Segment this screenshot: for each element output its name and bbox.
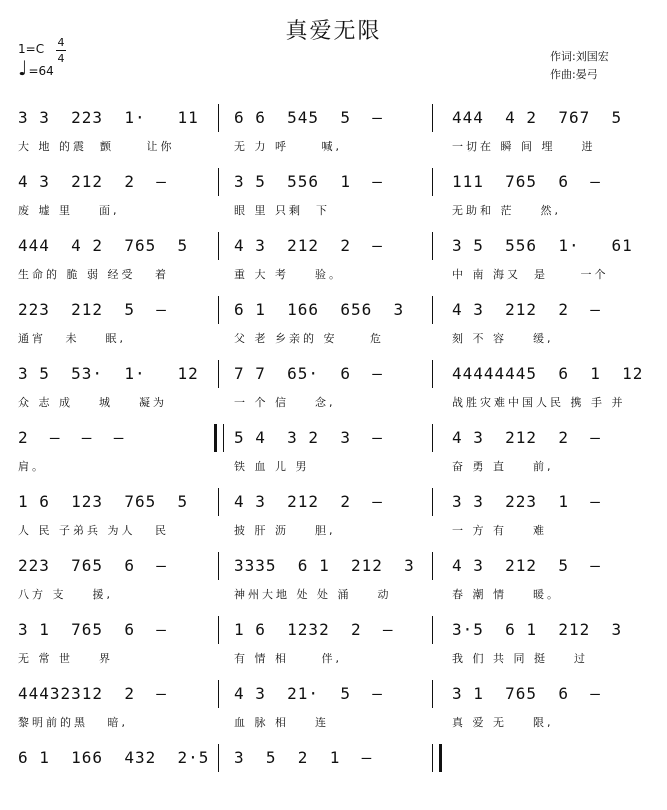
measure-lyrics: 无 力 呼 喊, [234,140,342,153]
measure-notes: 4 3 212 5 – [452,556,601,575]
lyrics-line [0,458,667,474]
score-row [0,236,667,298]
song-title: 真爱无限 [285,19,382,44]
measure-notes: 4 3 21· 5 – [234,684,383,703]
measure-lyrics: 奋 勇 直 前, [452,460,554,473]
measure-notes: 3 5 53· 1· 12 [18,364,199,383]
measure-notes: 1 6 1232 2 – [234,620,394,639]
barline [218,488,219,516]
tempo-marking [18,58,54,78]
measure-notes: 3 5 2 1 – [234,748,373,767]
measure-lyrics: 一 个 信 念, [234,396,336,409]
score-row [0,172,667,234]
barline [432,168,433,196]
time-sig-top: 4 [57,36,65,49]
measure-lyrics: 一切在 瞬 间 埋 进 [452,140,596,153]
barline [218,296,219,324]
measure-lyrics: 刻 不 容 缓, [452,332,554,345]
lyrics-line [0,650,667,666]
measure-notes: 3 1 765 6 – [18,620,167,639]
notes-line [0,236,667,262]
barline [218,680,219,708]
measure-lyrics: 春 潮 情 暖。 [452,588,561,601]
composer: 作曲:晏弓 [550,68,598,81]
score-row [0,620,667,682]
score-row [0,428,667,490]
measure-notes: 3 5 556 1 – [234,172,383,191]
measure-lyrics: 无 常 世 界 [18,652,113,665]
barline [432,104,433,132]
notes-line [0,428,667,454]
measure-notes: 4 3 212 2 – [234,492,383,511]
lyrics-line [0,522,667,538]
time-signature [56,36,66,65]
measure-notes: 1 6 123 765 5 [18,492,189,511]
measure-lyrics: 八方 支 援, [18,588,113,601]
notes-line [0,748,667,774]
notes-line [0,364,667,390]
measure-notes: 223 765 6 – [18,556,167,575]
measure-notes: 2 – – – [18,428,125,447]
measure-lyrics: 一 方 有 难 [452,524,547,537]
barline [218,744,219,772]
measure-lyrics: 神州大地 处 处 涌 动 [234,588,392,601]
measure-notes: 4 3 212 2 – [234,236,383,255]
lyrics-line [0,394,667,410]
barline [432,360,433,388]
measure-notes: 6 1 166 432 2·5 [18,748,210,767]
barline [432,296,433,324]
lyrics-line [0,138,667,154]
measure-notes: 6 6 545 5 – [234,108,383,127]
barline [432,616,433,644]
measure-lyrics: 战胜灾难中国人民 携 手 并 [452,396,626,409]
tempo-value: =64 [28,64,54,78]
lyrics-line [0,714,667,730]
lyrics-line [0,586,667,602]
notes-line [0,492,667,518]
measure-notes: 444 4 2 765 5 [18,236,189,255]
measure-notes: 3 5 556 1· 61 [452,236,633,255]
measure-lyrics: 中 南 海又 是 一个 [452,268,609,281]
measure-lyrics: 披 肝 沥 胆, [234,524,336,537]
score-row [0,300,667,362]
score-row [0,556,667,618]
barline [432,552,433,580]
time-sig-line [56,50,66,51]
measure-notes: 6 1 166 656 3 [234,300,405,319]
measure-notes: 4 3 212 2 – [452,300,601,319]
measure-lyrics: 肩。 [18,460,46,473]
score-row [0,684,667,746]
measure-notes: 4 3 212 2 – [452,428,601,447]
repeat-start-barline [214,424,224,452]
measure-notes: 444 4 2 767 5 [452,108,623,127]
barline [432,232,433,260]
barline [432,424,433,452]
measure-lyrics: 大 地 的震 颤 让你 [18,140,175,153]
measure-notes: 3·5 6 1 212 3 [452,620,623,639]
measure-lyrics: 废 墟 里 面, [18,204,120,217]
key-signature: 1=C [18,42,45,56]
barline [218,552,219,580]
measure-lyrics: 重 大 考 验。 [234,268,343,281]
barline [218,232,219,260]
measure-notes: 44432312 2 – [18,684,167,703]
measure-lyrics: 生命的 脆 弱 经受 着 [18,268,169,281]
measure-notes: 4 3 212 2 – [18,172,167,191]
score-row [0,108,667,170]
barline [218,104,219,132]
measure-notes: 111 765 6 – [452,172,601,191]
repeat-end-barline [432,744,442,772]
measure-notes: 44444445 6 1 12 [452,364,644,383]
measure-notes: 3 3 223 1· 11 [18,108,199,127]
barline [218,168,219,196]
notes-line [0,108,667,134]
barline [432,488,433,516]
measure-notes: 223 212 5 – [18,300,167,319]
measure-lyrics: 父 老 乡亲的 安 危 [234,332,384,345]
measure-notes: 3335 6 1 212 3 [234,556,415,575]
notes-line [0,300,667,326]
measure-lyrics: 我 们 共 同 挺 过 [452,652,588,665]
barline [432,680,433,708]
measure-lyrics: 众 志 成 城 凝为 [18,396,167,409]
measure-lyrics: 铁 血 儿 男 [234,460,310,473]
lyrics-line [0,778,667,794]
score-row [0,492,667,554]
notes-line [0,172,667,198]
measure-notes: 5 4 3 2 3 – [234,428,383,447]
barline [218,360,219,388]
time-sig-bottom: 4 [57,52,65,65]
measure-lyrics: 黎明前的黑 暗, [18,716,128,729]
lyrics-line [0,202,667,218]
lyrics-line [0,330,667,346]
measure-lyrics: 有 情 相 伴, [234,652,342,665]
measure-lyrics: 人 民 子弟兵 为人 民 [18,524,169,537]
measure-notes: 3 1 765 6 – [452,684,601,703]
measure-lyrics: 真 爱 无 限, [452,716,554,729]
credits [550,48,609,84]
notes-line [0,684,667,710]
measure-lyrics: 通宵 未 眠, [18,332,126,345]
lyricist: 作词:刘国宏 [550,50,609,63]
score-row [0,748,667,810]
measure-lyrics: 眼 里 只剩 下 [234,204,330,217]
measure-lyrics: 血 脉 相 连 [234,716,329,729]
quarter-note-icon: ♩ [18,56,28,80]
score-row [0,364,667,426]
measure-notes: 3 3 223 1 – [452,492,601,511]
barline [218,616,219,644]
notes-line [0,620,667,646]
lyrics-line [0,266,667,282]
measure-notes: 7 7 65· 6 – [234,364,383,383]
measure-lyrics: 无助和 茫 然, [452,204,561,217]
notes-line [0,556,667,582]
